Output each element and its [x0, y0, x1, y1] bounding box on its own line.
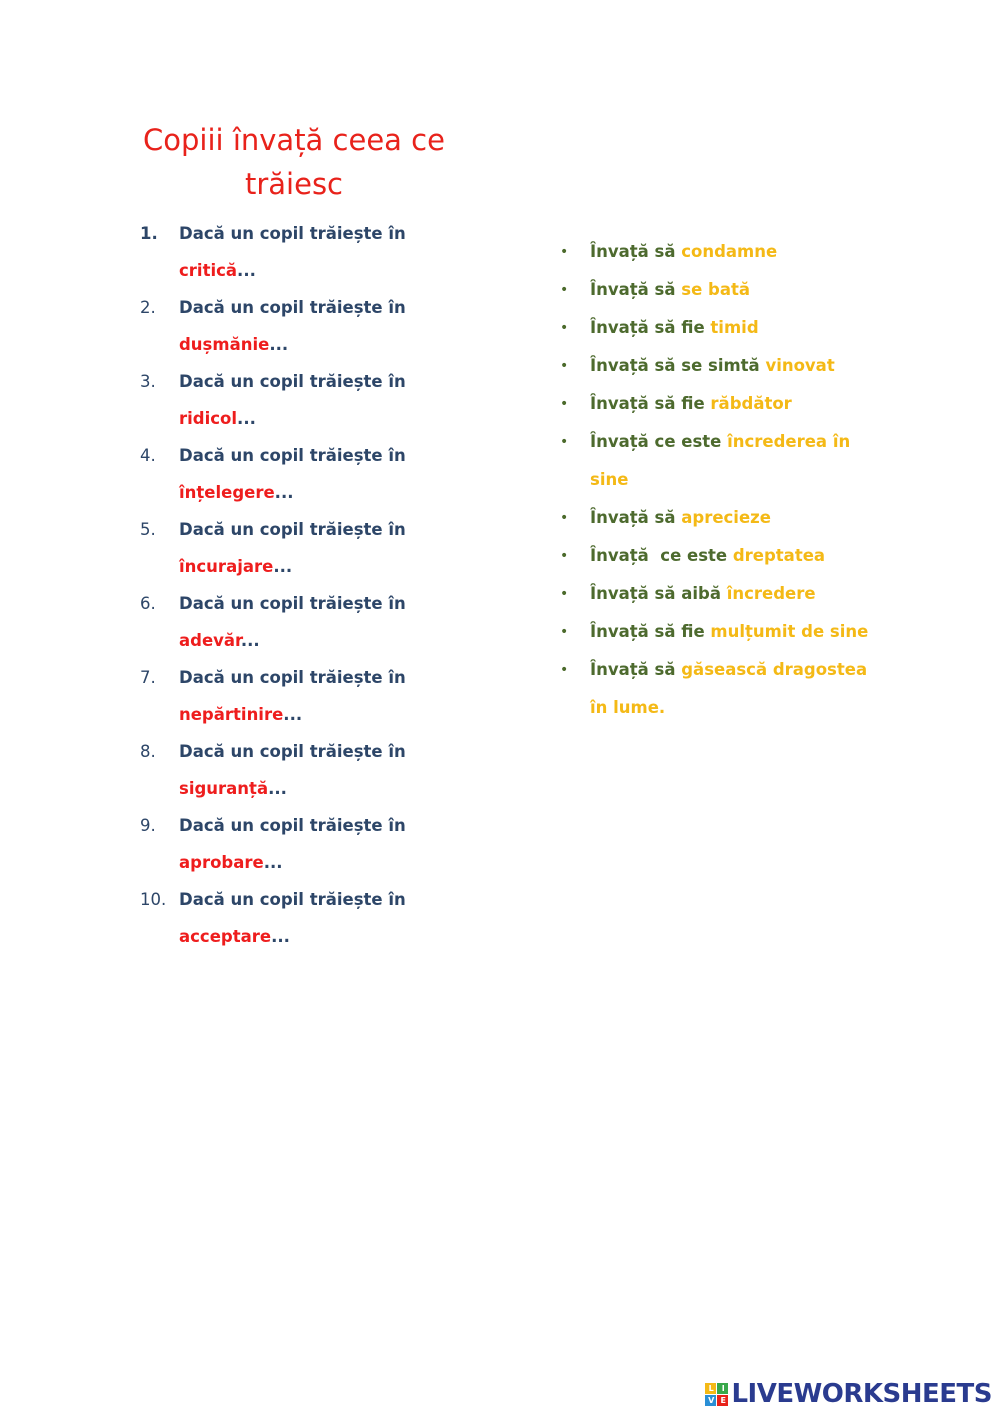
bullet-text — [590, 233, 870, 271]
bullet-item — [556, 233, 876, 271]
item-keyword: siguranță — [179, 779, 269, 798]
list-item — [140, 511, 480, 585]
bullet-dot-icon: • — [560, 244, 569, 260]
bullet-item — [556, 499, 876, 537]
bullet-prefix: Învață să fie — [590, 394, 711, 413]
item-number: 7. — [140, 668, 156, 687]
item-keyword: înțelegere — [179, 483, 275, 502]
item-prefix: Dacă un copil trăiește în — [179, 520, 406, 539]
bullet-text — [590, 537, 870, 575]
item-number: 10. — [140, 890, 167, 909]
item-text — [179, 215, 469, 289]
bullet-dot-icon: • — [560, 282, 569, 298]
bullet-item — [556, 271, 876, 309]
item-prefix: Dacă un copil trăiește în — [179, 372, 406, 391]
bullet-prefix: Învață să — [590, 508, 682, 527]
item-keyword: nepărtinire — [179, 705, 284, 724]
list-item — [140, 437, 480, 511]
bullet-prefix: Învață să — [590, 280, 682, 299]
bullet-text — [590, 423, 870, 499]
item-number: 3. — [140, 372, 156, 391]
item-prefix: Dacă un copil trăiește în — [179, 742, 406, 761]
item-text — [179, 659, 469, 733]
list-item — [140, 363, 480, 437]
item-number: 8. — [140, 742, 156, 761]
bullet-prefix: Învață să se simtă — [590, 356, 766, 375]
bullet-item — [556, 347, 876, 385]
logo-tile-e: E — [717, 1395, 728, 1406]
item-number: 9. — [140, 816, 156, 835]
list-item — [140, 215, 480, 289]
bullet-keyword: găsească dragostea în lume. — [590, 660, 868, 717]
left-numbered-list — [140, 215, 480, 955]
item-number: 4. — [140, 446, 156, 465]
item-prefix: Dacă un copil trăiește în — [179, 816, 406, 835]
bullet-item — [556, 385, 876, 423]
bullet-text — [590, 613, 870, 651]
bullet-dot-icon: • — [560, 662, 569, 678]
liveworksheets-logo-icon — [705, 1383, 728, 1406]
bullet-text — [590, 271, 870, 309]
bullet-item — [556, 651, 876, 727]
item-number: 6. — [140, 594, 156, 613]
item-number: 1. — [140, 224, 158, 243]
item-keyword: dușmănie — [179, 335, 270, 354]
item-suffix: ... — [268, 779, 287, 798]
worksheet-title: Copiii învață ceea ce trăiesc — [143, 123, 445, 201]
bullet-keyword: încrederea în sine — [590, 432, 851, 489]
item-prefix: Dacă un copil trăiește în — [179, 890, 406, 909]
item-suffix: ... — [240, 631, 260, 650]
item-text — [179, 881, 469, 955]
item-keyword: critică — [179, 261, 238, 280]
logo-tile-v: V — [705, 1395, 716, 1406]
bullet-keyword: dreptatea — [732, 546, 826, 565]
bullet-dot-icon: • — [560, 586, 569, 602]
item-keyword: acceptare — [179, 927, 272, 946]
logo-tile-l: L — [705, 1383, 716, 1394]
item-keyword: ridicol — [179, 409, 238, 428]
bullet-keyword: încredere — [726, 584, 816, 603]
bullet-text — [590, 385, 870, 423]
bullet-keyword: răbdător — [710, 394, 792, 413]
bullet-keyword: mulțumit de sine — [710, 622, 869, 641]
bullet-text — [590, 499, 870, 537]
bullet-prefix: Învață să fie — [590, 622, 711, 641]
item-text — [179, 437, 469, 511]
liveworksheets-logo — [705, 1379, 992, 1409]
bullet-prefix: Învață să — [590, 242, 682, 261]
bullet-prefix: Învață să fie — [590, 318, 711, 337]
item-prefix: Dacă un copil trăiește în — [179, 298, 406, 317]
item-prefix: Dacă un copil trăiește în — [179, 594, 406, 613]
bullet-text — [590, 309, 870, 347]
right-bullet-list — [556, 233, 876, 727]
bullet-item — [556, 537, 876, 575]
bullet-prefix: Învață ce este — [590, 432, 728, 451]
bullet-keyword: timid — [710, 318, 759, 337]
bullet-item — [556, 613, 876, 651]
bullet-item — [556, 309, 876, 347]
item-text — [179, 363, 469, 437]
item-suffix: ... — [237, 261, 256, 280]
bullet-prefix: Învață să aibă — [590, 584, 727, 603]
item-suffix: ... — [273, 557, 293, 576]
item-suffix: ... — [263, 853, 283, 872]
item-number: 2. — [140, 298, 156, 317]
bullet-dot-icon: • — [560, 396, 569, 412]
bullet-dot-icon: • — [560, 434, 569, 450]
bullet-keyword: se bată — [681, 280, 750, 299]
bullet-prefix: Învață ce este — [590, 546, 733, 565]
item-keyword: adevăr — [179, 631, 241, 650]
bullet-prefix: Învață să — [590, 660, 682, 679]
bullet-dot-icon: • — [560, 320, 569, 336]
logo-text: LIVEWORKSHEETS — [731, 1379, 992, 1409]
list-item — [140, 659, 480, 733]
bullet-text — [590, 651, 870, 727]
item-suffix: ... — [274, 483, 294, 502]
item-suffix: ... — [237, 409, 256, 428]
item-keyword: aprobare — [179, 853, 264, 872]
item-prefix: Dacă un copil trăiește în — [179, 668, 406, 687]
item-suffix: ... — [271, 927, 290, 946]
logo-tile-i: I — [717, 1383, 728, 1394]
item-prefix: Dacă un copil trăiește în — [179, 446, 406, 465]
item-keyword: încurajare — [179, 557, 274, 576]
item-text — [179, 733, 469, 807]
item-text — [179, 289, 469, 363]
bullet-dot-icon: • — [560, 510, 569, 526]
bullet-text — [590, 575, 870, 613]
bullet-item — [556, 575, 876, 613]
list-item — [140, 585, 480, 659]
item-suffix: ... — [269, 335, 289, 354]
bullet-dot-icon: • — [560, 548, 569, 564]
bullet-dot-icon: • — [560, 358, 569, 374]
bullet-keyword: aprecieze — [681, 508, 771, 527]
item-prefix: Dacă un copil trăiește în — [179, 224, 406, 243]
item-number: 5. — [140, 520, 156, 539]
list-item — [140, 881, 480, 955]
bullet-item — [556, 423, 876, 499]
list-item — [140, 733, 480, 807]
list-item — [140, 807, 480, 881]
bullet-keyword: condamne — [681, 242, 778, 261]
list-item — [140, 289, 480, 363]
item-suffix: ... — [283, 705, 303, 724]
item-text — [179, 807, 469, 881]
bullet-text — [590, 347, 870, 385]
bullet-keyword: vinovat — [765, 356, 835, 375]
bullet-dot-icon: • — [560, 624, 569, 640]
item-text — [179, 585, 469, 659]
item-text — [179, 511, 469, 585]
